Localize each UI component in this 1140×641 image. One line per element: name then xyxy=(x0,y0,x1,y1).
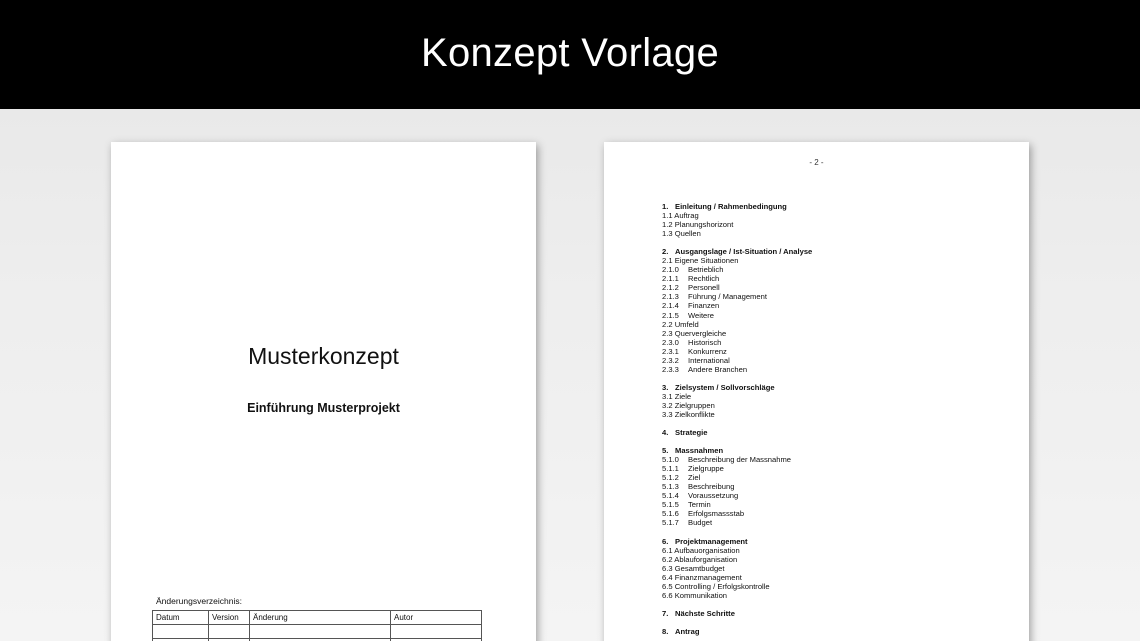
toc-item xyxy=(662,283,1002,292)
toc-item-title: Beschreibung der Massnahme xyxy=(688,455,791,465)
toc-heading-title: Antrag xyxy=(675,626,700,636)
toc-item-number: 2.2 xyxy=(662,319,673,329)
toc-item-number: 2.3.0 xyxy=(662,337,679,347)
toc-heading xyxy=(662,202,1002,211)
toc-item-number: 3.2 xyxy=(662,400,673,410)
toc-item-number: 6.3 xyxy=(662,563,673,573)
toc-item xyxy=(662,211,1002,220)
toc-heading-title: Massnahmen xyxy=(675,446,724,456)
toc-item-number: 5.1.5 xyxy=(662,500,679,510)
toc-item xyxy=(662,265,1002,274)
toc-item xyxy=(662,392,1002,401)
toc-item-number: 5.1.0 xyxy=(662,455,679,465)
toc-item-title: Quellen xyxy=(674,229,701,239)
toc-item-title: Gesamtbudget xyxy=(674,563,725,573)
toc-item-title: Auftrag xyxy=(674,211,699,221)
toc-item-title: Aufbauorganisation xyxy=(674,545,740,555)
toc-item xyxy=(662,582,1002,591)
toc-item xyxy=(662,555,1002,564)
toc-item-title: Ziele xyxy=(674,391,692,401)
toc-item xyxy=(662,220,1002,229)
toc-heading xyxy=(662,247,1002,256)
toc-item-number: 5.1.4 xyxy=(662,491,679,501)
toc-item-title: Quervergleiche xyxy=(674,328,727,338)
toc-item-title: Rechtlich xyxy=(688,274,720,284)
toc-section xyxy=(662,537,1002,600)
toc-heading xyxy=(662,627,1002,636)
changelog-cell xyxy=(250,625,391,639)
toc-item-title: Weitere xyxy=(688,310,715,320)
document-subtitle: Einführung Musterprojekt xyxy=(247,401,400,415)
toc-item xyxy=(662,473,1002,482)
toc-item-number: 6.1 xyxy=(662,545,673,555)
toc-section xyxy=(662,446,1002,527)
toc-item xyxy=(662,564,1002,573)
toc-heading xyxy=(662,383,1002,392)
toc-item xyxy=(662,292,1002,301)
toc-item-title: Kommunikation xyxy=(674,590,728,600)
toc-item xyxy=(662,338,1002,347)
toc-item xyxy=(662,500,1002,509)
toc-item-number: 5.1.1 xyxy=(662,464,679,474)
toc-item-title: International xyxy=(688,355,730,365)
toc-item-title: Ablauforganisation xyxy=(674,554,738,564)
toc-item xyxy=(662,591,1002,600)
toc-item xyxy=(662,546,1002,555)
toc-item-title: Controlling / Erfolgskontrolle xyxy=(674,581,770,591)
toc-item-number: 2.1.5 xyxy=(662,310,679,320)
toc-item-title: Termin xyxy=(688,500,711,510)
toc-item-number: 2.1.1 xyxy=(662,274,679,284)
toc-heading xyxy=(662,446,1002,455)
toc-item-title: Andere Branchen xyxy=(688,364,748,374)
changelog-header-change: Änderung xyxy=(250,611,391,625)
title-banner xyxy=(0,0,1140,109)
toc-item xyxy=(662,464,1002,473)
toc-item-number: 6.2 xyxy=(662,554,673,564)
toc-heading-number: 2. xyxy=(662,247,669,257)
toc-item-number: 3.3 xyxy=(662,409,673,419)
toc-item-title: Budget xyxy=(688,518,713,528)
toc-heading-title: Ausgangslage / Ist-Situation / Analyse xyxy=(675,247,813,257)
toc-heading xyxy=(662,428,1002,437)
toc-item-title: Historisch xyxy=(688,337,722,347)
changelog-cell xyxy=(153,625,209,639)
toc-heading-title: Strategie xyxy=(675,428,708,438)
toc-section xyxy=(662,609,1002,618)
toc-heading-title: Zielsystem / Sollvorschläge xyxy=(675,382,775,392)
toc-section xyxy=(662,428,1002,437)
toc-section xyxy=(662,383,1002,419)
toc-item-number: 2.3.3 xyxy=(662,364,679,374)
changelog-header-author: Autor xyxy=(391,611,482,625)
toc-item-title: Eigene Situationen xyxy=(674,256,739,266)
toc-item-number: 2.3.1 xyxy=(662,346,679,356)
toc-item-title: Umfeld xyxy=(674,319,699,329)
toc-item-title: Ziel xyxy=(688,473,701,483)
toc-item-number: 5.1.3 xyxy=(662,482,679,492)
changelog-cell xyxy=(209,625,250,639)
toc-page xyxy=(604,142,1029,641)
toc-item-number: 2.3 xyxy=(662,328,673,338)
toc-item xyxy=(662,365,1002,374)
toc-item-title: Beschreibung xyxy=(688,482,735,492)
toc-heading-number: 3. xyxy=(662,382,669,392)
toc-heading-number: 5. xyxy=(662,446,669,456)
toc-heading-number: 8. xyxy=(662,626,669,636)
toc-heading-number: 1. xyxy=(662,202,669,211)
toc-item-title: Finanzen xyxy=(688,301,720,311)
toc-item xyxy=(662,518,1002,527)
toc-item-number: 6.4 xyxy=(662,572,673,582)
changelog-row xyxy=(153,625,482,639)
toc-heading xyxy=(662,537,1002,546)
toc-item-number: 1.1 xyxy=(662,211,673,221)
toc-item-title: Konkurrenz xyxy=(688,346,727,356)
toc-item xyxy=(662,320,1002,329)
toc-item xyxy=(662,410,1002,419)
toc-heading-title: Projektmanagement xyxy=(675,536,748,546)
banner-title: Konzept Vorlage xyxy=(420,30,720,75)
toc-item xyxy=(662,573,1002,582)
toc-item xyxy=(662,256,1002,265)
toc-heading-number: 7. xyxy=(662,608,669,618)
toc-item-title: Zielgruppe xyxy=(688,464,724,474)
toc-item-number: 6.6 xyxy=(662,590,673,600)
toc-item-number: 2.1.2 xyxy=(662,283,679,293)
changelog-cell xyxy=(391,625,482,639)
toc-item xyxy=(662,329,1002,338)
toc-item xyxy=(662,455,1002,464)
toc-item xyxy=(662,356,1002,365)
toc-item-title: Finanzmanagement xyxy=(674,572,742,582)
toc-item xyxy=(662,229,1002,238)
toc-item-number: 3.1 xyxy=(662,391,673,401)
toc-item-number: 2.1.4 xyxy=(662,301,679,311)
toc-heading-title: Einleitung / Rahmenbedingung xyxy=(675,202,787,211)
toc-item-title: Zielgruppen xyxy=(674,400,715,410)
toc-item-number: 5.1.6 xyxy=(662,509,679,519)
toc-heading-number: 4. xyxy=(662,428,669,438)
toc-item-number: 5.1.7 xyxy=(662,518,679,528)
toc-item-number: 2.1.0 xyxy=(662,265,679,275)
toc-heading-title: Nächste Schritte xyxy=(675,608,735,618)
toc-item xyxy=(662,482,1002,491)
toc-item xyxy=(662,347,1002,356)
document-title: Musterkonzept xyxy=(248,343,399,369)
toc-item-number: 6.5 xyxy=(662,581,673,591)
toc-item-title: Zielkonflikte xyxy=(674,409,715,419)
toc-heading-number: 6. xyxy=(662,536,669,546)
toc-item-number: 1.3 xyxy=(662,229,673,239)
toc-section xyxy=(662,627,1002,636)
page-number: - 2 - xyxy=(809,158,824,167)
toc-item xyxy=(662,509,1002,518)
toc-item xyxy=(662,274,1002,283)
toc-item-number: 2.1 xyxy=(662,256,673,266)
toc-item-number: 2.3.2 xyxy=(662,355,679,365)
changelog-label: Änderungsverzeichnis: xyxy=(156,596,242,606)
toc-item-number: 1.2 xyxy=(662,220,673,230)
toc-item xyxy=(662,311,1002,320)
toc-item xyxy=(662,401,1002,410)
toc-item xyxy=(662,491,1002,500)
toc-item-title: Erfolgsmassstab xyxy=(688,509,745,519)
toc-item-title: Personell xyxy=(688,283,720,293)
changelog-header-date: Datum xyxy=(153,611,209,625)
toc-section xyxy=(662,202,1002,238)
changelog-header-row xyxy=(153,611,482,625)
toc-item-number: 5.1.2 xyxy=(662,473,679,483)
table-of-contents xyxy=(662,202,1002,641)
toc-item-title: Führung / Management xyxy=(688,292,767,302)
toc-item-title: Voraussetzung xyxy=(688,491,739,501)
toc-heading xyxy=(662,609,1002,618)
toc-item-title: Betrieblich xyxy=(688,265,724,275)
cover-page xyxy=(111,142,536,641)
toc-section xyxy=(662,247,1002,374)
toc-item xyxy=(662,301,1002,310)
toc-item-title: Planungshorizont xyxy=(674,220,734,230)
changelog-header-version: Version xyxy=(209,611,250,625)
changelog-table xyxy=(152,610,482,641)
toc-item-number: 2.1.3 xyxy=(662,292,679,302)
